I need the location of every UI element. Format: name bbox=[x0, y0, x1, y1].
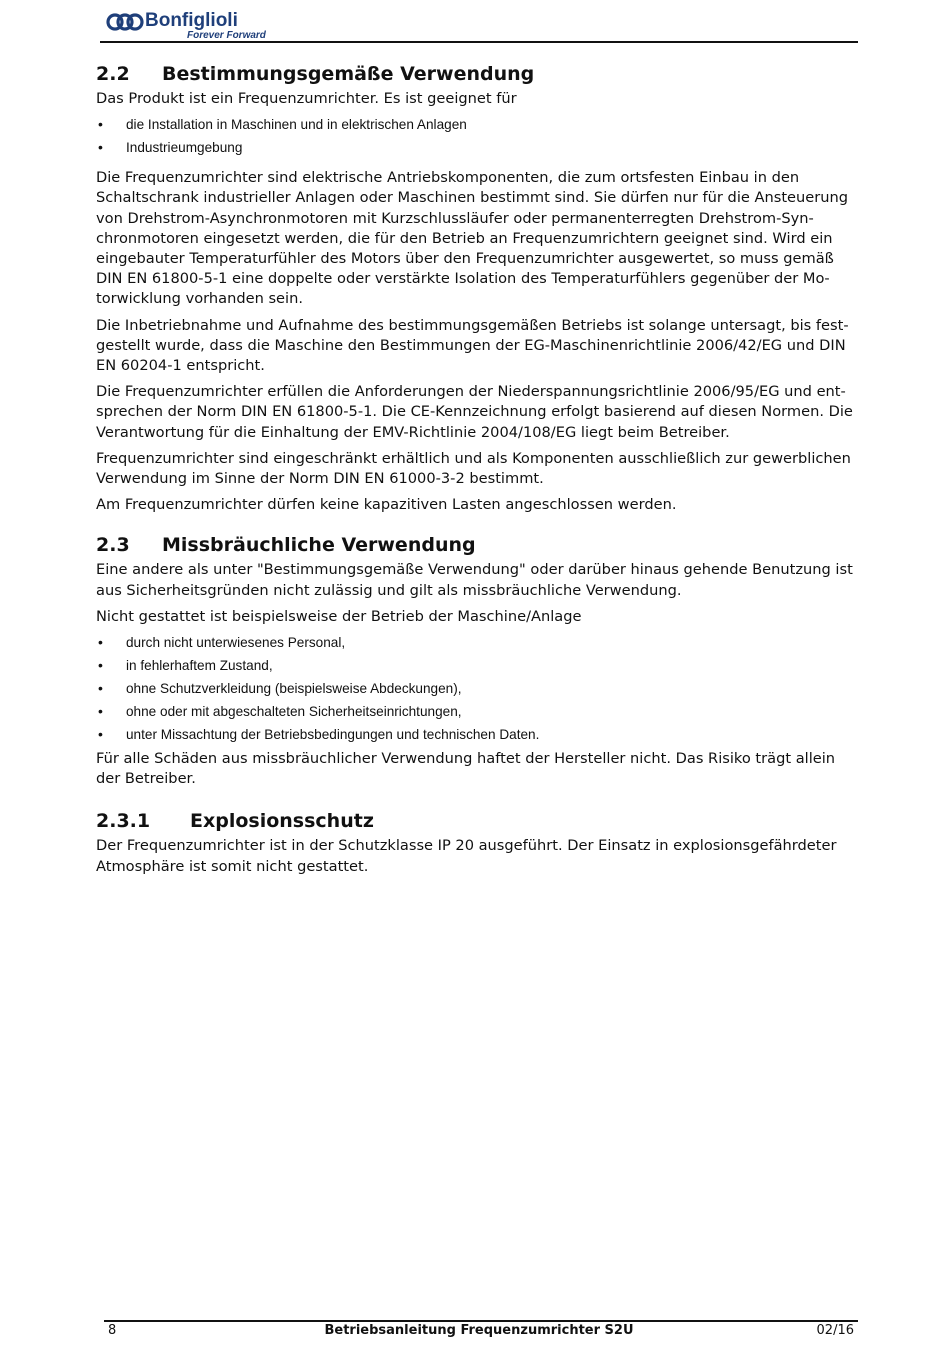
paragraph: Nicht gestattet ist beispielsweise der Betrieb der Maschine/Anlage bbox=[96, 607, 582, 625]
page-header bbox=[0, 0, 950, 48]
paragraph: Die Frequenzumrichter erfüllen die Anforderungen der Niederspannungsrichtlinie 2006/95/EG und entsprechen der Norm DIN EN 61800-5-1. Die CE-Kennzeichnung erfolgt basierend auf diesen Normen. Die Verantwortung für die Einhaltung der EMV-Richtlinie 2004/108/EG liegt beim Betreiber. bbox=[96, 383, 853, 441]
header-rule bbox=[100, 41, 858, 43]
list-item: • durch nicht unterwiesenes Personal, bbox=[96, 631, 856, 654]
section-2-2-heading bbox=[96, 62, 856, 86]
section-number: 2.3 bbox=[96, 534, 130, 557]
section-number: 2.2 bbox=[96, 63, 130, 85]
list-item: • die Installation in Maschinen und in elektrischen Anlagen bbox=[96, 113, 856, 136]
paragraph: Die Inbetriebnahme und Aufnahme des bestimmungsgemäßen Betriebs ist solange untersagt, bis festgestellt wurde, dass die Maschine den Bestimmungen der EG-Maschinenrichtlinie 2006/42/EG und DIN EN 60204-1 entspricht. bbox=[96, 316, 849, 375]
paragraph: Frequenzumrichter sind eingeschränkt erhältlich und als Komponenten ausschließlich zur gewerblichen Verwendung im Sinne der Norm DIN EN 61000-3-2 bestimmt. bbox=[96, 449, 851, 488]
paragraph: Das Produkt ist ein Frequenzumrichter. Es ist geeignet für bbox=[96, 90, 517, 107]
bonfiglioli-logo-icon bbox=[108, 15, 142, 29]
page-number: 8 bbox=[108, 1323, 117, 1338]
document-date: 02/16 bbox=[816, 1323, 854, 1338]
paragraph: Für alle Schäden aus missbräuchlicher Verwendung haftet der Hersteller nicht. Das Risiko trägt allein der Betreiber. bbox=[96, 750, 836, 788]
list-item: • ohne oder mit abgeschalteten Sicherheitseinrichtungen, bbox=[96, 700, 856, 723]
page-footer bbox=[104, 1323, 854, 1343]
list-item: • in fehlerhaftem Zustand, bbox=[96, 654, 856, 677]
paragraph: Eine andere als unter "Bestimmungsgemäße Verwendung" oder darüber hinaus gehende Benutzung ist aus Sicherheitsgründen nicht zulässig und gilt als missbräuchliche Verwendung. bbox=[96, 561, 853, 599]
bonfiglioli-logo bbox=[104, 4, 284, 42]
section-number: 2.3.1 bbox=[96, 810, 151, 833]
list-item: • ohne Schutzverkleidung (beispielsweise Abdeckungen), bbox=[96, 677, 856, 700]
logo-tagline-text: Forever Forward bbox=[187, 30, 266, 41]
section-2-3-heading bbox=[96, 533, 856, 557]
document-body bbox=[96, 62, 856, 877]
document-title: Betriebsanleitung Frequenzumrichter S2U bbox=[324, 1323, 634, 1338]
section-title: Explosionsschutz bbox=[190, 810, 374, 833]
paragraph: Die Frequenzumrichter sind elektrische Antriebskomponenten, die zum ortsfesten Einbau in den Schaltschrank industrieller Anlagen oder Maschinen bestimmt sind. Sie dürfen nur für die Ansteuerung von Drehstrom-Asynchronmotoren mit Kurzschlussläufer oder permanenterregten Drehstrom-Synchronmotoren eingesetzt werden, die für den Betrieb an Frequenzumrichtern geeignet sind. Wird ein eingebauter Temperaturfühler des Motors über den Frequenzumrichter ausgewertet, so muss gemäß DIN EN 61800-5-1 eine doppelte oder verstärkte Isolation des Temperaturfühlers gegenüber der Motorwicklung vorhanden sein. bbox=[96, 169, 849, 308]
list-item: • Industrieumgebung bbox=[96, 136, 856, 159]
section-2-3-1-heading bbox=[96, 809, 856, 833]
section-title: Bestimmungsgemäße Verwendung bbox=[162, 63, 535, 85]
bullet-list bbox=[96, 631, 856, 746]
list-item: • unter Missachtung der Betriebsbedingungen und technischen Daten. bbox=[96, 723, 856, 746]
bullet-list bbox=[96, 113, 856, 159]
section-title: Missbräuchliche Verwendung bbox=[162, 534, 476, 557]
paragraph: Der Frequenzumrichter ist in der Schutzklasse IP 20 ausgeführt. Der Einsatz in explosionsgefährdeter Atmosphäre ist somit nicht gestattet. bbox=[96, 837, 837, 875]
logo-brand-text: Bonfiglioli bbox=[145, 10, 238, 31]
paragraph: Am Frequenzumrichter dürfen keine kapazitiven Lasten angeschlossen werden. bbox=[96, 496, 677, 514]
footer-rule bbox=[104, 1320, 858, 1322]
